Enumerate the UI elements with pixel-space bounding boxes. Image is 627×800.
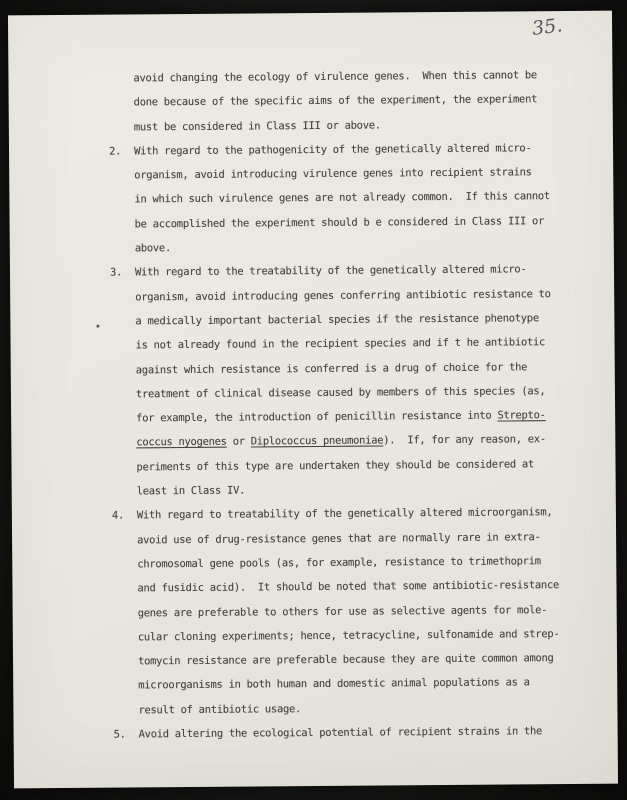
text-segment: genes are preferable to others for use as selective agents for mole- (137, 603, 548, 619)
text-segment: organism, avoid introducing genes conferring antibiotic resistance to (135, 287, 551, 304)
underlined-text: Strepto- (497, 409, 546, 422)
text-line (110, 330, 600, 358)
text-line (109, 184, 599, 212)
text-segment: for example, the introduction of penicillin resistance into (136, 409, 498, 425)
text-segment: cular cloning experiments; hence, tetracycline, sulfonamide and strep- (137, 627, 560, 644)
text-line (110, 209, 600, 237)
text-line (113, 646, 603, 674)
text-segment: With regard to the treatability of the genetically altered micro- (134, 263, 527, 279)
text-segment: With regard to treatability of the genetically altered microorganism, (136, 506, 553, 522)
text-segment: be accomplished the experiment should b e considered in Class III or (134, 214, 545, 231)
list-item-number: 3. (109, 266, 123, 279)
text-line (112, 573, 602, 601)
text-segment: With regard to the pathogenicity of the genetically altered micro- (133, 142, 532, 158)
text-segment: result of antibiotic usage. (138, 702, 302, 717)
text-segment: microorganisms in both human and domestic animal populations as a (138, 676, 530, 692)
document-page (8, 11, 618, 789)
text-segment: is not already found in the recipient species and if t he antibiotic (135, 336, 546, 352)
text-segment: and fusidic acid). It should be noted that some antibiotic-resistance (137, 579, 560, 595)
text-segment: or (226, 435, 251, 449)
underlined-text: Diplococcus pneumoniae (250, 434, 384, 448)
stray-mark (96, 325, 99, 328)
text-segment: tomycin resistance are preferable because they are quite common among (138, 652, 554, 668)
text-segment: avoid use of drug-resistance genes that are normally rare in extra- (137, 530, 541, 547)
text-line (114, 719, 604, 747)
text-line (113, 597, 603, 625)
text-segment: avoid changing the ecology of virulence genes. When this cannot be (133, 69, 537, 85)
text-segment: in which such virulence genes are not already common. If this cannot (134, 190, 550, 206)
list-item-number: 2. (108, 145, 122, 158)
text-segment: chromosomal gene pools (as, for example, resistance to trimethoprim (137, 555, 541, 571)
text-segment: ). If, for any reason, ex- (383, 433, 546, 447)
text-segment: least in Class IV. (136, 484, 246, 498)
text-segment: treatment of clinical disease caused by members of this species (as, (135, 385, 546, 401)
text-segment: periments of this type are undertaken they should be considered at (136, 458, 534, 474)
text-line (112, 500, 602, 528)
list-item-number: 5. (113, 728, 126, 741)
document-lines (108, 63, 603, 747)
text-segment: organism, avoid introducing virulence genes into recipient strains (134, 166, 532, 182)
list-item-number: 4. (111, 509, 125, 522)
text-segment: Avoid altering the ecological potential of recipient strains in the (138, 725, 543, 741)
underlined-text: coccus nyogenes (136, 436, 227, 449)
text-segment: above. (134, 242, 171, 255)
text-line (111, 451, 601, 479)
text-segment: against which resistance is conferred is a drug of choice for the (135, 360, 528, 376)
text-segment: must be considered in Class III or above. (133, 119, 381, 133)
text-segment: a medically important bacterial species if the resistance phenotype (135, 312, 539, 328)
handwritten-page-number: 35. (530, 14, 564, 41)
text-line (111, 427, 601, 455)
text-line (109, 87, 599, 115)
text-segment: done because of the specific aims of the experiment, the experiment (133, 93, 538, 109)
